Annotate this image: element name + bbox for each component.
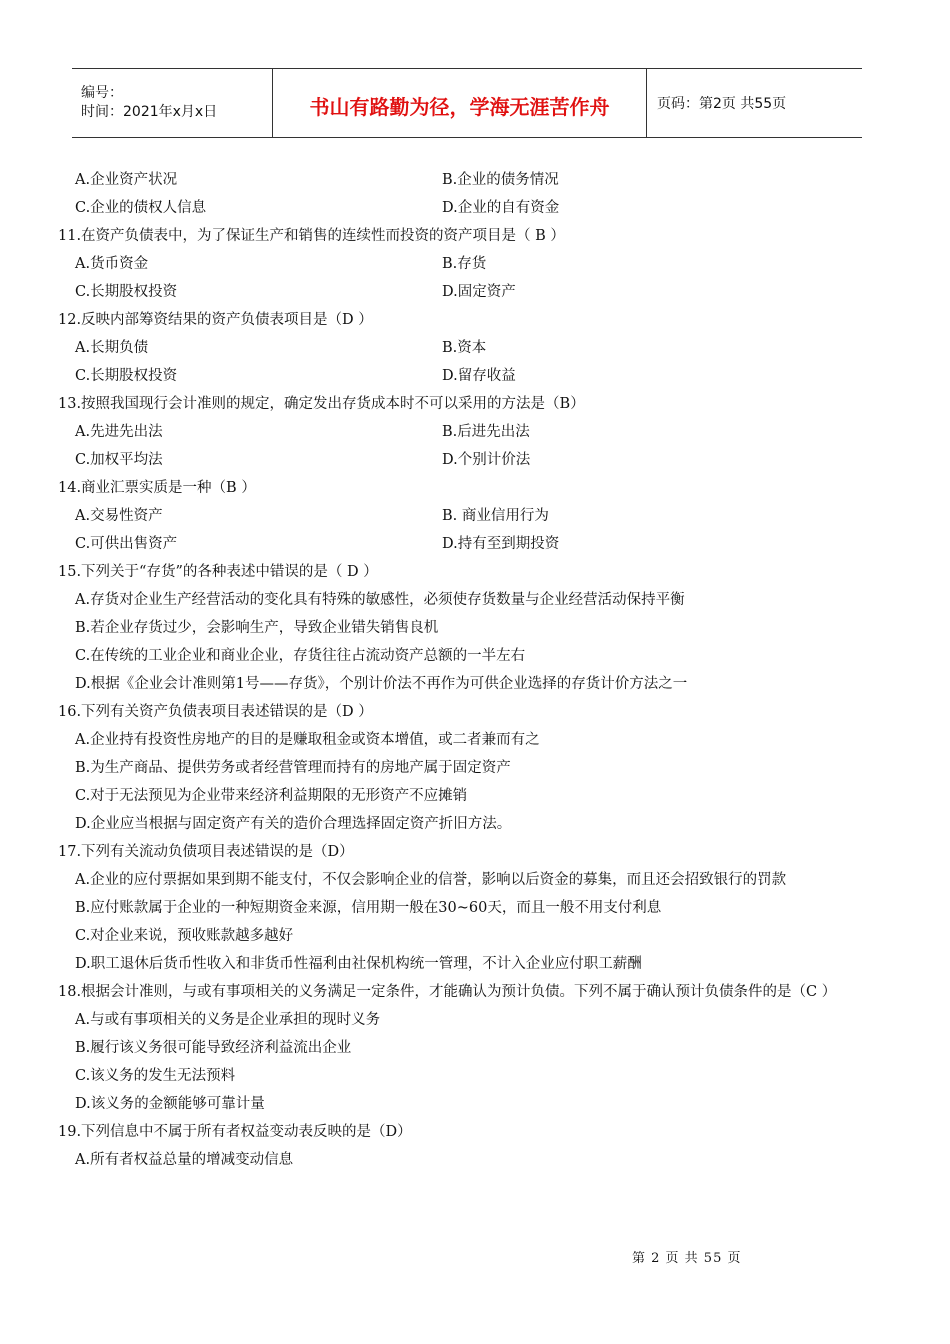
question-15: 15.下列关于“存货”的各种表述中错误的是（ D ） xyxy=(58,564,378,580)
option: D.根据《企业会计准则第1号——存货》，个别计价法不再作为可供企业选择的存货计价方法之一 xyxy=(75,676,688,692)
option: B.后进先出法 xyxy=(442,424,530,440)
option-row xyxy=(58,278,888,306)
question-14: 14.商业汇票实质是一种（B ） xyxy=(58,480,256,496)
header-page-info: 页码：第2页 共55页 xyxy=(657,96,787,112)
option: D.企业的自有资金 xyxy=(442,200,560,216)
option: A.企业持有投资性房地产的目的是赚取租金或资本增值，或二者兼而有之 xyxy=(75,732,540,748)
option: B.企业的债务情况 xyxy=(442,172,559,188)
option: A.企业的应付票据如果到期不能支付，不仅会影响企业的信誉，影响以后资金的募集，而且还会招致银行的罚款 xyxy=(75,872,787,888)
time-label: 时间：2021年x月x日 xyxy=(81,104,218,120)
option: A.存货对企业生产经营活动的变化具有特殊的敏感性，必须使存货数量与企业经营活动保持平衡 xyxy=(75,592,685,608)
option-row xyxy=(58,334,888,362)
question-11: 11.在资产负债表中，为了保证生产和销售的连续性而投资的资产项目是（ B ） xyxy=(58,228,565,244)
question-13: 13.按照我国现行会计准则的规定，确定发出存货成本时不可以采用的方法是（B） xyxy=(58,396,585,412)
option: D.持有至到期投资 xyxy=(442,536,560,552)
option: A.所有者权益总量的增减变动信息 xyxy=(75,1152,294,1168)
option: D.个别计价法 xyxy=(442,452,531,468)
option-row xyxy=(58,418,888,446)
option-row xyxy=(58,502,888,530)
option: C.企业的债权人信息 xyxy=(75,200,207,216)
option: A.与或有事项相关的义务是企业承担的现时义务 xyxy=(75,1012,381,1028)
option: A.长期负债 xyxy=(75,340,149,356)
option-row xyxy=(58,166,888,194)
option-row xyxy=(58,194,888,222)
option: A.企业资产状况 xyxy=(75,172,178,188)
header-meta xyxy=(72,69,273,137)
question-17: 17.下列有关流动负债项目表述错误的是（D） xyxy=(58,844,354,860)
option-row xyxy=(58,446,888,474)
option: D.该义务的金额能够可靠计量 xyxy=(75,1096,265,1112)
option: C.该义务的发生无法预料 xyxy=(75,1068,236,1084)
option: C.长期股权投资 xyxy=(75,284,178,300)
header-motto: 书山有路勤为径，学海无涯苦作舟 xyxy=(273,69,647,137)
number-label: 编号： xyxy=(81,85,123,101)
option: C.可供出售资产 xyxy=(75,536,178,552)
option-row xyxy=(58,530,888,558)
option: D.职工退休后货币性收入和非货币性福利由社保机构统一管理，不计入企业应付职工薪酬 xyxy=(75,956,642,972)
option: A.货币资金 xyxy=(75,256,149,272)
question-19: 19.下列信息中不属于所有者权益变动表反映的是（D） xyxy=(58,1124,412,1140)
document-body xyxy=(58,166,888,1174)
option: C.在传统的工业企业和商业企业，存货往往占流动资产总额的一半左右 xyxy=(75,648,526,664)
option: A.交易性资产 xyxy=(75,508,163,524)
option: C.对于无法预见为企业带来经济利益期限的无形资产不应摊销 xyxy=(75,788,468,804)
option: B.应付账款属于企业的一种短期资金来源，信用期一般在30~60天，而且一般不用支付利息 xyxy=(75,900,662,916)
question-12: 12.反映内部筹资结果的资产负债表项目是（D ） xyxy=(58,312,373,328)
option: B.资本 xyxy=(442,340,487,356)
option: C.长期股权投资 xyxy=(75,368,178,384)
option: B.若企业存货过少，会影响生产，导致企业错失销售良机 xyxy=(75,620,439,636)
option-row xyxy=(58,362,888,390)
option: C.加权平均法 xyxy=(75,452,163,468)
question-16: 16.下列有关资产负债表项目表述错误的是（D ） xyxy=(58,704,373,720)
option: B.履行该义务很可能导致经济利益流出企业 xyxy=(75,1040,352,1056)
option: A.先进先出法 xyxy=(75,424,163,440)
option: D.企业应当根据与固定资产有关的造价合理选择固定资产折旧方法。 xyxy=(75,816,512,832)
option: D.留存收益 xyxy=(442,368,516,384)
option: B.存货 xyxy=(442,256,487,272)
option: D.固定资产 xyxy=(442,284,516,300)
option: B.为生产商品、提供劳务或者经营管理而持有的房地产属于固定资产 xyxy=(75,760,511,776)
option-row xyxy=(58,250,888,278)
question-18: 18.根据会计准则，与或有事项相关的义务满足一定条件，才能确认为预计负债。下列不属于确认预计负债条件的是（C ） xyxy=(58,984,837,1000)
page-footer: 第 2 页 共 55 页 xyxy=(632,1251,742,1266)
option: C.对企业来说，预收账款越多越好 xyxy=(75,928,294,944)
option: B. 商业信用行为 xyxy=(442,508,549,524)
page-header xyxy=(72,68,862,138)
